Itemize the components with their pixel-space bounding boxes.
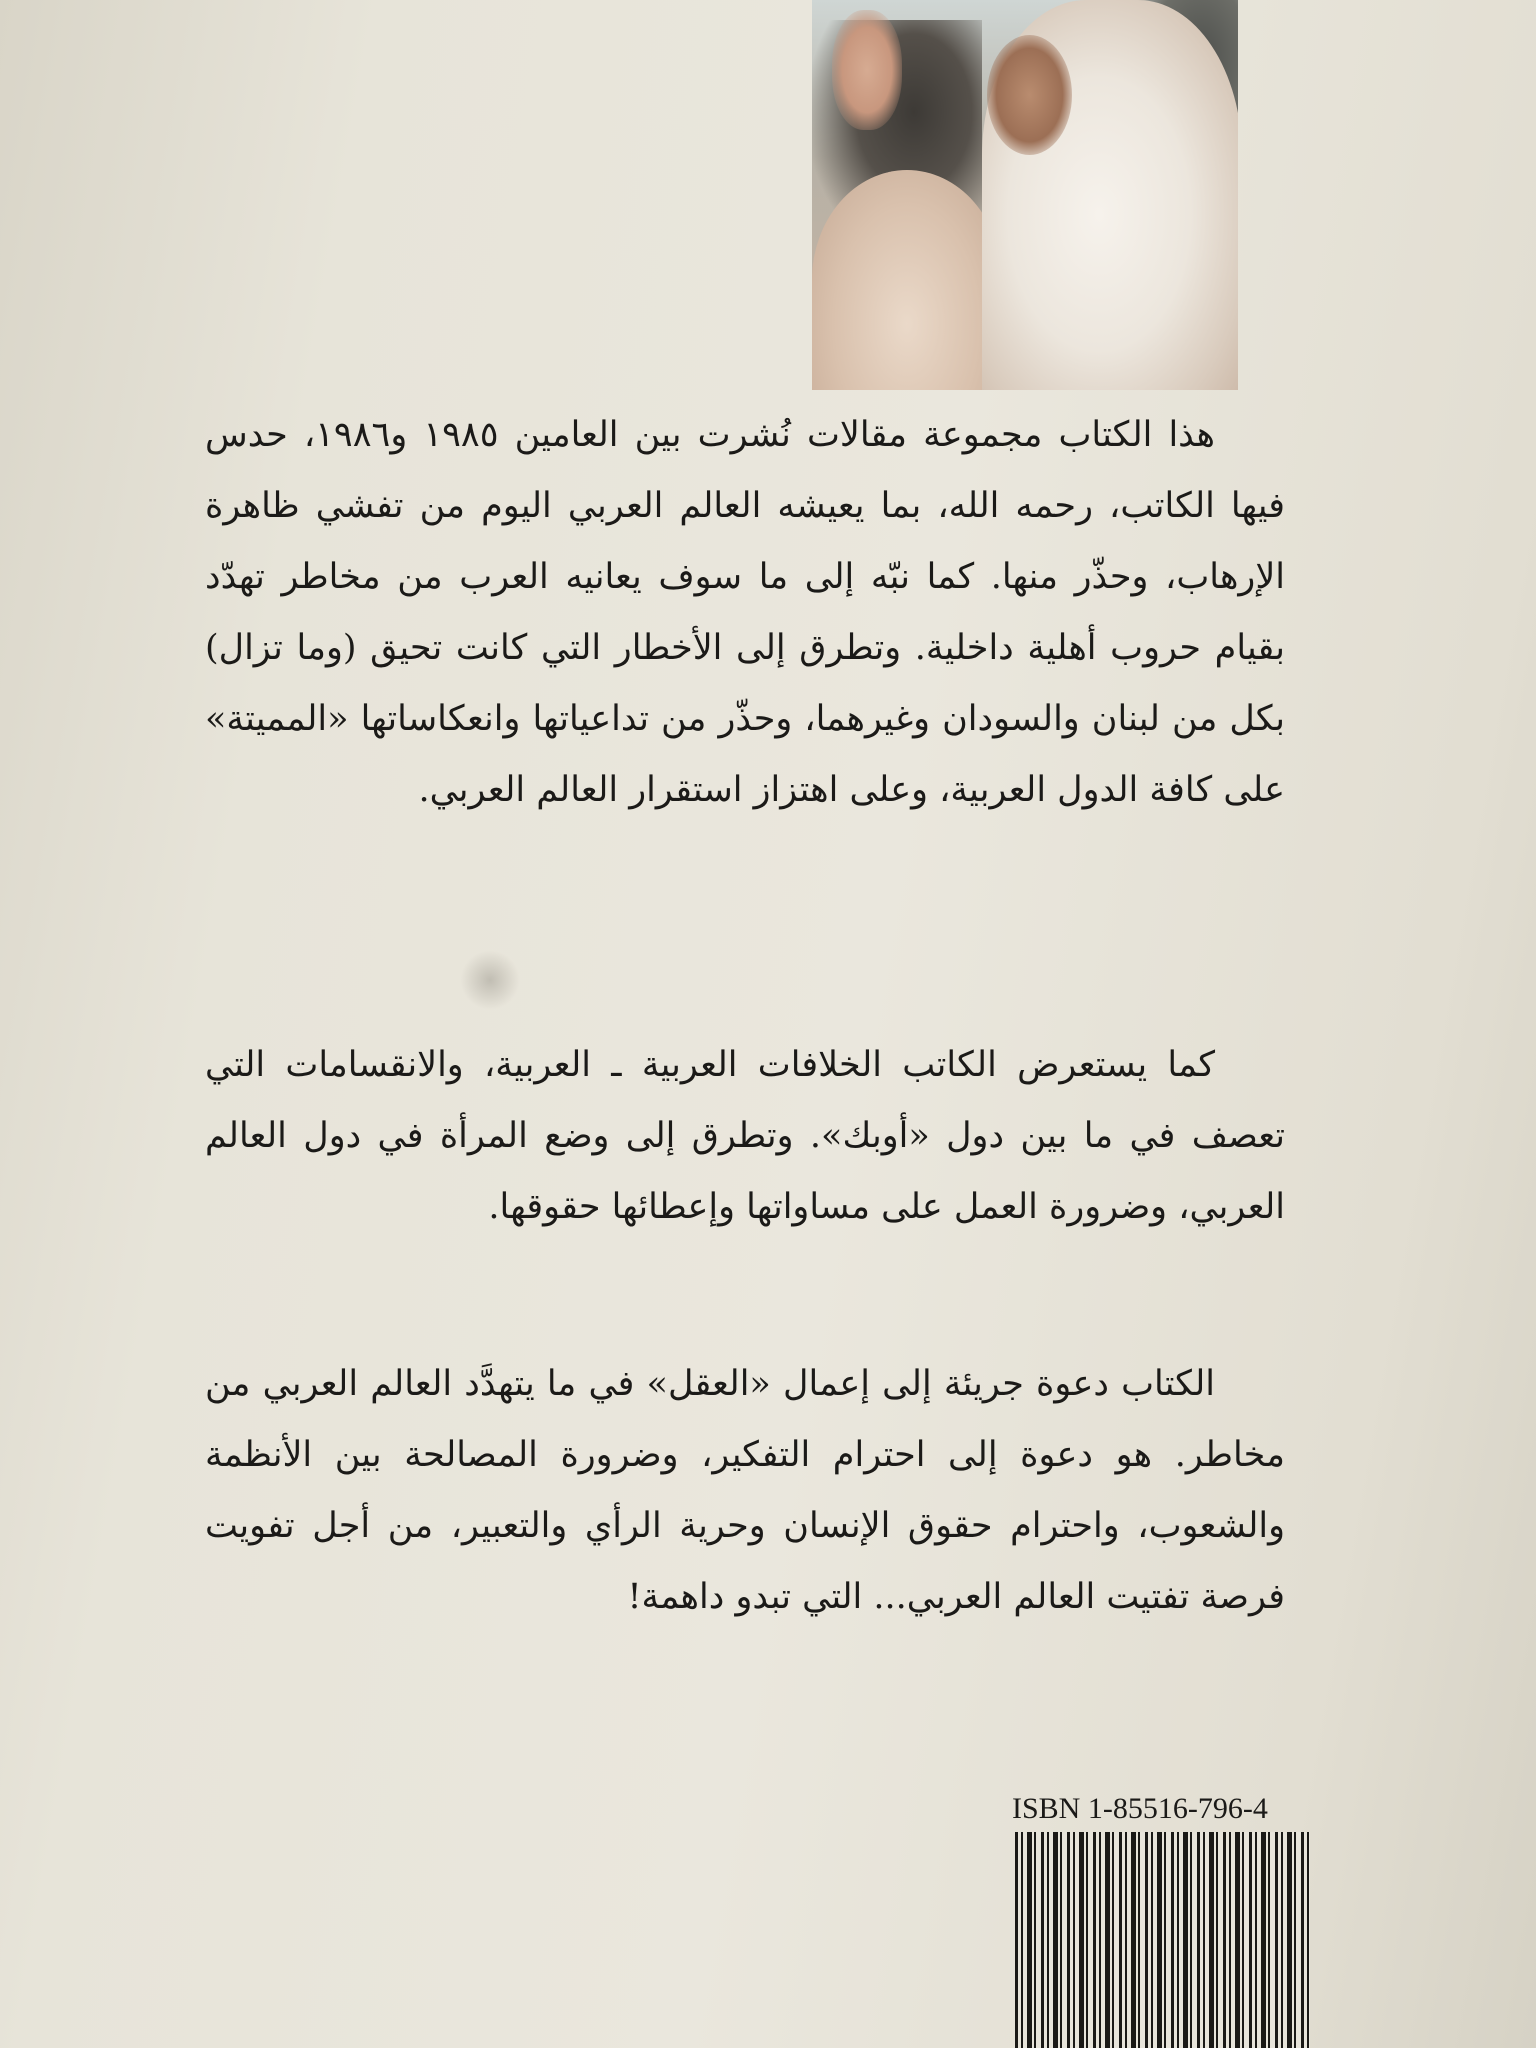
photo-raised-hand bbox=[832, 10, 902, 130]
blurb-paragraph-3: الكتاب دعوة جريئة إلى إعمال «العقل» في ما يتهدَّد العالم العربي من مخاطر. هو دعوة إلى احترام التفكير، وضرورة المصالحة بين الأنظمة والشعوب، واحترام حقوق الإنسان وحرية الرأي والتعبير، من أجل تفويت فرصة تفتيت العالم العربي... التي تبدو داهمة! bbox=[205, 1364, 1285, 1617]
photo-figure-left bbox=[812, 170, 1002, 390]
author-photo bbox=[812, 0, 1238, 390]
isbn-number: ISBN 1-85516-796-4 bbox=[1012, 1792, 1268, 1825]
cover-scuff-mark bbox=[460, 950, 520, 1010]
blurb-paragraph-1: هذا الكتاب مجموعة مقالات نُشرت بين العامين ١٩٨٥ و١٩٨٦، حدس فيها الكاتب، رحمه الله، بما يعيشه العالم العربي اليوم من تفشي ظاهرة الإرهاب، وحذّر منها. كما نبّه إلى ما سوف يعانيه العرب من مخاطر تهدّد بقيام حروب أهلية داخلية. وتطرق إلى الأخطار التي كانت تحيق (وما تزال) بكل من لبنان والسودان وغيرهما، وحذّر من تداعياتها وانعكاساتها «المميتة» على كافة الدول العربية، وعلى اهتزاز استقرار العالم العربي. bbox=[205, 415, 1285, 810]
barcode-image bbox=[1015, 1832, 1310, 2048]
photo-face bbox=[987, 35, 1072, 155]
blurb-paragraph-2: كما يستعرض الكاتب الخلافات العربية ـ العربية، والانقسامات التي تعصف في ما بين دول «أوبك». وتطرق إلى وضع المرأة في دول العالم العربي، وضرورة العمل على مساواتها وإعطائها حقوقها. bbox=[205, 1045, 1285, 1227]
